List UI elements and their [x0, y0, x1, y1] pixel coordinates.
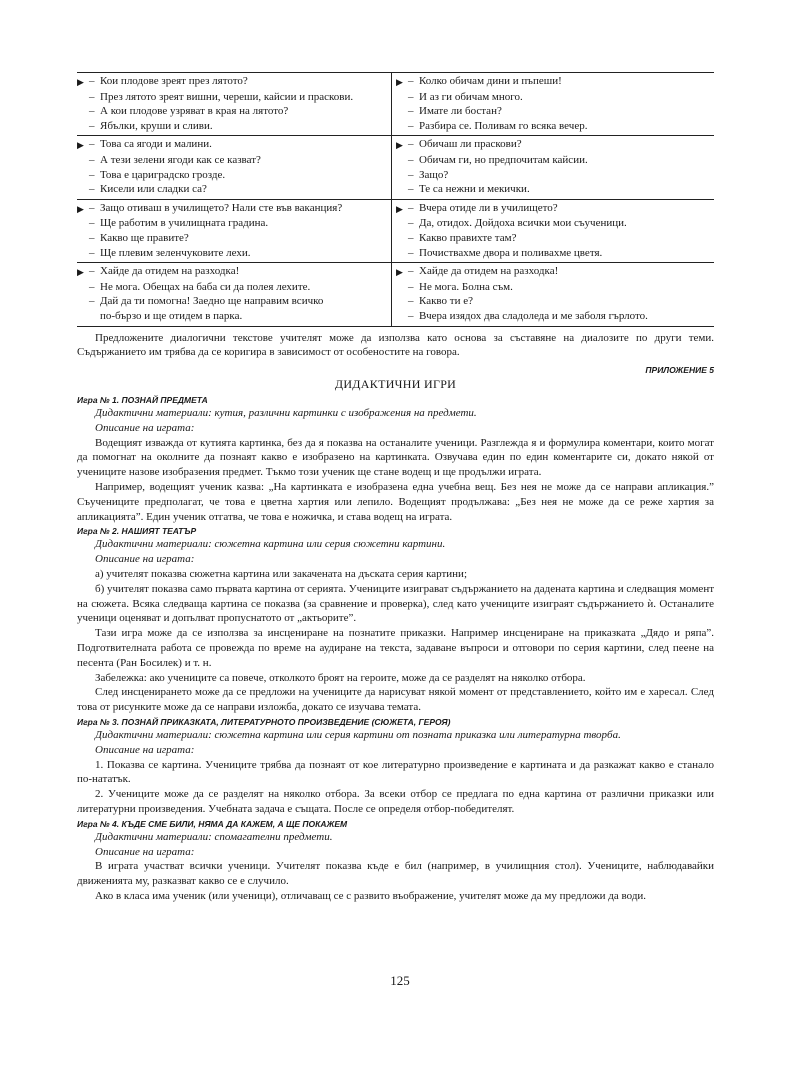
dialogue-text: Разбира се. Поливам го всяка вечер.: [419, 119, 588, 132]
dialogue-text: Кисели или сладки са?: [100, 183, 207, 196]
appendix-label: ПРИЛОЖЕНИЕ 5: [645, 365, 714, 376]
dash-marker: –: [89, 153, 95, 166]
dialogue-line: [77, 74, 387, 90]
arrow-marker-icon: [77, 216, 89, 231]
game-paragraph: б) учителят показва само първата картина от серията. Учениците изиграват съдържанието на дадената картина и следващия момент на сюжета. Всяка следваща картина се показва (за сравнение и проверка), след като учениците изиграят съдържанието ѝ. Останалите ученици оценяват и допълват пропуснатото от „актьорите”.: [77, 582, 715, 625]
dialogue-line: [396, 119, 714, 134]
dash-marker: –: [89, 105, 95, 118]
dash-marker: –: [89, 295, 95, 308]
dash-marker: –: [408, 138, 414, 151]
dialogue-line: [77, 90, 387, 105]
dialogue-text: Защо?: [419, 168, 449, 181]
arrow-marker-icon: ▶: [396, 203, 403, 214]
dash-marker: –: [408, 183, 414, 196]
dash-marker: –: [408, 231, 414, 244]
dash-marker: –: [89, 231, 95, 244]
dialogue-line: [396, 137, 714, 153]
arrow-marker-icon: [396, 90, 408, 105]
games-list: [77, 394, 714, 904]
arrow-marker-icon: [396, 231, 408, 246]
arrow-marker-icon: [396, 168, 408, 183]
arrow-marker-icon: [77, 153, 89, 168]
game-section: [77, 394, 714, 524]
game-paragraph: Тази игра може да се използва за инсцениране на познатите приказки. Например инсцениране на приказката „Дядо и ряпа”. Подготвителната работа се провежда по време на аудиране на текста, задаване въпроси и отговори по серия картини, след пеене на песента (Ран Босилек) и т. н.: [77, 627, 714, 669]
dialogue-line: [77, 294, 387, 309]
arrow-marker-icon: [396, 294, 408, 309]
arrow-marker-icon: ▶: [396, 140, 403, 151]
dialogue-text: Ябълки, круши и сливи.: [100, 119, 213, 132]
dash-marker: –: [408, 309, 414, 322]
dialogue-text: През лятото зреят вишни, череши, кайсии и праскови.: [100, 90, 354, 103]
dialogue-text: А кои плодове узряват в края на лятото?: [100, 105, 289, 118]
dialogue-row: [77, 136, 714, 199]
dash-marker: –: [408, 119, 414, 132]
arrow-marker-icon: [396, 153, 408, 168]
dialogue-line: по-бързо и ще отидем в парка.: [100, 309, 243, 322]
game-materials: Дидактични материали: сюжетна картина или серия сюжетни картини.: [95, 538, 446, 551]
dialogue-cell-left: [77, 73, 392, 136]
game-section: [77, 818, 714, 904]
dialogue-text: И аз ги обичам много.: [419, 90, 523, 103]
dash-marker: –: [408, 75, 414, 87]
dash-marker: –: [89, 90, 95, 103]
dialogue-text: А тези зелени ягоди как се казват?: [100, 153, 261, 166]
arrow-marker-icon: ▶: [396, 267, 403, 278]
arrow-marker-icon: [77, 104, 89, 119]
dash-marker: –: [89, 168, 95, 181]
arrow-marker-icon: [396, 309, 408, 324]
dialogue-text: Хайде да отидем на разходка!: [100, 265, 240, 278]
dialogue-table: [77, 72, 714, 327]
game-paragraph: Водещият изважда от кутията картинка, без да я показва на останалите ученици. Разглежда я и формулира коментари, които могат да помогнат на околните да познаят какво е изобразено на картинката. Озвучава един по един коментарите си, докато някой от учениците назове изобразения предмет. Тъкмо този ученик ще стане водещ и ще продължи играта.: [77, 436, 714, 479]
dialogue-text: Не мога. Болна съм.: [419, 280, 513, 293]
dialogue-line: [396, 280, 714, 295]
dialogue-line: [396, 74, 714, 90]
arrow-marker-icon: [396, 246, 408, 261]
game-paragraph: 2. Учениците може да се разделят на няколко отбора. За всеки отбор се предлага по една картина от различни приказки или литературни произведения. Учебната задача е същата. После се определя отбор-победителят.: [77, 788, 714, 816]
dialogue-line: [77, 246, 387, 261]
dialogue-line: [77, 168, 387, 183]
game-heading: Игра № 3. ПОЗНАЙ ПРИКАЗКАТА, ЛИТЕРАТУРНОТО ПРОИЗВЕДЕНИЕ (СЮЖЕТА, ГЕРОЯ): [77, 717, 451, 728]
dash-marker: –: [408, 90, 414, 103]
dash-marker: –: [408, 217, 414, 230]
game-materials: Дидактични материали: кутия, различни картинки с изображения на предмети.: [95, 407, 477, 420]
game-paragraph: а) учителят показва сюжетна картина или закачената на дъската серия картини;: [95, 568, 468, 581]
arrow-marker-icon: [77, 90, 89, 105]
dialogue-text: Дай да ти помогна! Заедно ще направим всичко: [100, 295, 324, 308]
game-materials: Дидактични материали: спомагателни предмети.: [95, 830, 333, 843]
dialogue-text: Кои плодове зреят през лятото?: [100, 75, 248, 87]
dialogue-text: Вчера изядох два сладоледа и ме заболя гърлото.: [419, 309, 648, 322]
dialogue-line: [396, 246, 714, 261]
arrow-marker-icon: ▶: [396, 77, 403, 87]
dash-marker: –: [89, 119, 95, 132]
dash-marker: –: [89, 265, 95, 278]
page-content: [77, 72, 714, 904]
dialogue-line: [77, 182, 387, 197]
game-heading: Игра № 4. КЪДЕ СМЕ БИЛИ, НЯМА ДА КАЖЕМ, А ЩЕ ПОКАЖЕМ: [77, 818, 348, 829]
dialogue-line: [396, 168, 714, 183]
game-paragraph: След инсценирането може да се предложи на учениците да нарисуват някой момент от представлението, който им е харесал. След това от рисунките може да се направи изложба, докато се изучава темата.: [77, 686, 714, 714]
dialogue-line: [396, 182, 714, 197]
arrow-marker-icon: [396, 104, 408, 119]
dialogue-text: Те са нежни и мекички.: [419, 183, 530, 196]
game-paragraph: 1. Показва се картина. Учениците трябва да познаят от кое литературно произведение е картината и да разкажат какво е станало по-нататък.: [77, 758, 714, 786]
dialogue-text: Колко обичам дини и пъпеши!: [419, 75, 562, 87]
page-number: 125: [390, 973, 410, 988]
dialogue-line: [396, 309, 714, 324]
intro-paragraph: Предложените диалогични текстове учителят може да използва като основа за съставяне на диалозите по други теми. Съдържанието им трябва да се коригира в зависимост от особеностите на говора.: [77, 331, 714, 359]
arrow-marker-icon: [396, 119, 408, 134]
dialogue-line: [396, 153, 714, 168]
dialogue-cell-left: [77, 263, 392, 326]
dialogue-text: Обичаш ли праскови?: [419, 138, 522, 151]
dialogue-cell-right: [392, 263, 715, 326]
dialogue-line: [77, 280, 387, 295]
dialogue-line: [396, 104, 714, 119]
dialogue-row: [77, 263, 714, 326]
dash-marker: –: [89, 183, 95, 196]
dialogue-cell-right: [392, 73, 715, 136]
dialogue-line: [396, 294, 714, 309]
dialogue-text: Това е цариградско грозде.: [100, 168, 226, 181]
dialogue-cell-right: [392, 136, 715, 199]
dialogue-line: [77, 153, 387, 168]
dialogue-line: [77, 104, 387, 119]
dash-marker: –: [408, 168, 414, 181]
dash-marker: –: [408, 246, 414, 259]
game-description-label: Описание на играта:: [95, 553, 195, 566]
dialogue-text: Ще работим в училищната градина.: [100, 217, 269, 230]
dialogue-text: Имате ли бостан?: [419, 105, 502, 118]
arrow-marker-icon: ▶: [77, 140, 84, 151]
game-heading: Игра № 1. ПОЗНАЙ ПРЕДМЕТА: [77, 395, 208, 406]
section-title: ДИДАКТИЧНИ ИГРИ: [334, 377, 457, 392]
dash-marker: –: [89, 246, 95, 259]
arrow-marker-icon: [77, 182, 89, 197]
dialogue-text: Какво ти е?: [419, 295, 473, 308]
dialogue-line: [77, 137, 387, 153]
dialogue-text: Почиствахме двора и поливахме цветя.: [419, 246, 603, 259]
dash-marker: –: [408, 295, 414, 308]
game-materials: Дидактични материали: сюжетна картина или серия картини от позната приказка или литературна творба.: [95, 729, 621, 742]
dialogue-text: Не мога. Обещах на баба си да полея лехите.: [100, 280, 311, 293]
dialogue-line: [396, 264, 714, 280]
arrow-marker-icon: ▶: [77, 203, 84, 214]
dialogue-text: Хайде да отидем на разходка!: [419, 265, 559, 278]
game-paragraph: Забележка: ако учениците са повече, отколкото броят на героите, може да се разделят на няколко отбора.: [95, 671, 586, 684]
dialogue-text: Това са ягоди и малини.: [100, 138, 212, 151]
arrow-marker-icon: [396, 280, 408, 295]
game-section: [77, 525, 714, 715]
dialogue-text: Обичам ги, но предпочитам кайсии.: [419, 153, 588, 166]
dialogue-text: Да, отидох. Дойдоха всички мои съученици.: [419, 217, 627, 230]
arrow-marker-icon: [77, 246, 89, 261]
dialogue-text: Какво ще правите?: [100, 231, 189, 244]
dialogue-cell-left: [77, 199, 392, 262]
dash-marker: –: [408, 280, 414, 293]
arrow-marker-icon: [77, 119, 89, 134]
dash-marker: –: [89, 217, 95, 230]
arrow-marker-icon: ▶: [77, 77, 84, 87]
dialogue-text: Ще плевим зеленчуковите лехи.: [100, 246, 251, 259]
dialogue-line: [396, 231, 714, 246]
dialogue-cell-left: [77, 136, 392, 199]
dialogue-line: [77, 231, 387, 246]
arrow-marker-icon: [77, 280, 89, 295]
dialogue-text: Вчера отиде ли в училището?: [419, 201, 558, 214]
arrow-marker-icon: ▶: [77, 267, 84, 278]
arrow-marker-icon: [396, 216, 408, 231]
dash-marker: –: [89, 201, 95, 214]
dash-marker: –: [408, 265, 414, 278]
game-paragraph: Например, водещият ученик казва: „На картинката е изобразена една учебна вещ. Без нея не може да се направи апликация.” Съучениците предполагат, че това е цветна хартия или лепило. Водещият продължава: „Без нея не може да се реже хартия за апликацията”. Един ученик отгатва, че това е ножичка, и става водещ на играта.: [77, 481, 714, 523]
dash-marker: –: [408, 153, 414, 166]
dialogue-line: [77, 119, 387, 134]
arrow-marker-icon: [77, 168, 89, 183]
arrow-marker-icon: [396, 182, 408, 197]
dialogue-text: Защо отиваш в училището? Нали сте във ваканция?: [100, 201, 343, 214]
dialogue-line: [396, 201, 714, 217]
arrow-marker-icon: [77, 231, 89, 246]
game-paragraph: В играта участват всички ученици. Учителят показва къде е бил (например, в училищния стол). Учениците, наблюдавайки движенията му, разказват какво се е случило.: [77, 860, 714, 888]
game-paragraph: Ако в класа има ученик (или ученици), отличаващ се с развито въображение, учителят може да му предложи да води.: [95, 890, 647, 902]
game-description-label: Описание на играта:: [95, 845, 195, 858]
dash-marker: –: [89, 75, 95, 87]
game-heading: Игра № 2. НАШИЯТ ТЕАТЪР: [77, 526, 197, 537]
arrow-marker-icon: [77, 294, 89, 309]
dialogue-line: [77, 201, 387, 217]
dialogue-line: [77, 264, 387, 280]
dialogue-row: [77, 199, 714, 262]
dash-marker: –: [89, 138, 95, 151]
dialogue-cell-right: [392, 199, 715, 262]
dialogue-row: [77, 73, 714, 136]
dash-marker: –: [89, 280, 95, 293]
dialogue-line: [77, 216, 387, 231]
dash-marker: –: [408, 105, 414, 118]
dialogue-line: [396, 216, 714, 231]
dialogue-line: [396, 90, 714, 105]
dash-marker: –: [408, 201, 414, 214]
dialogue-text: Какво правихте там?: [419, 231, 517, 244]
game-section: [77, 716, 714, 817]
game-description-label: Описание на играта:: [95, 743, 195, 756]
game-description-label: Описание на играта:: [95, 421, 195, 434]
